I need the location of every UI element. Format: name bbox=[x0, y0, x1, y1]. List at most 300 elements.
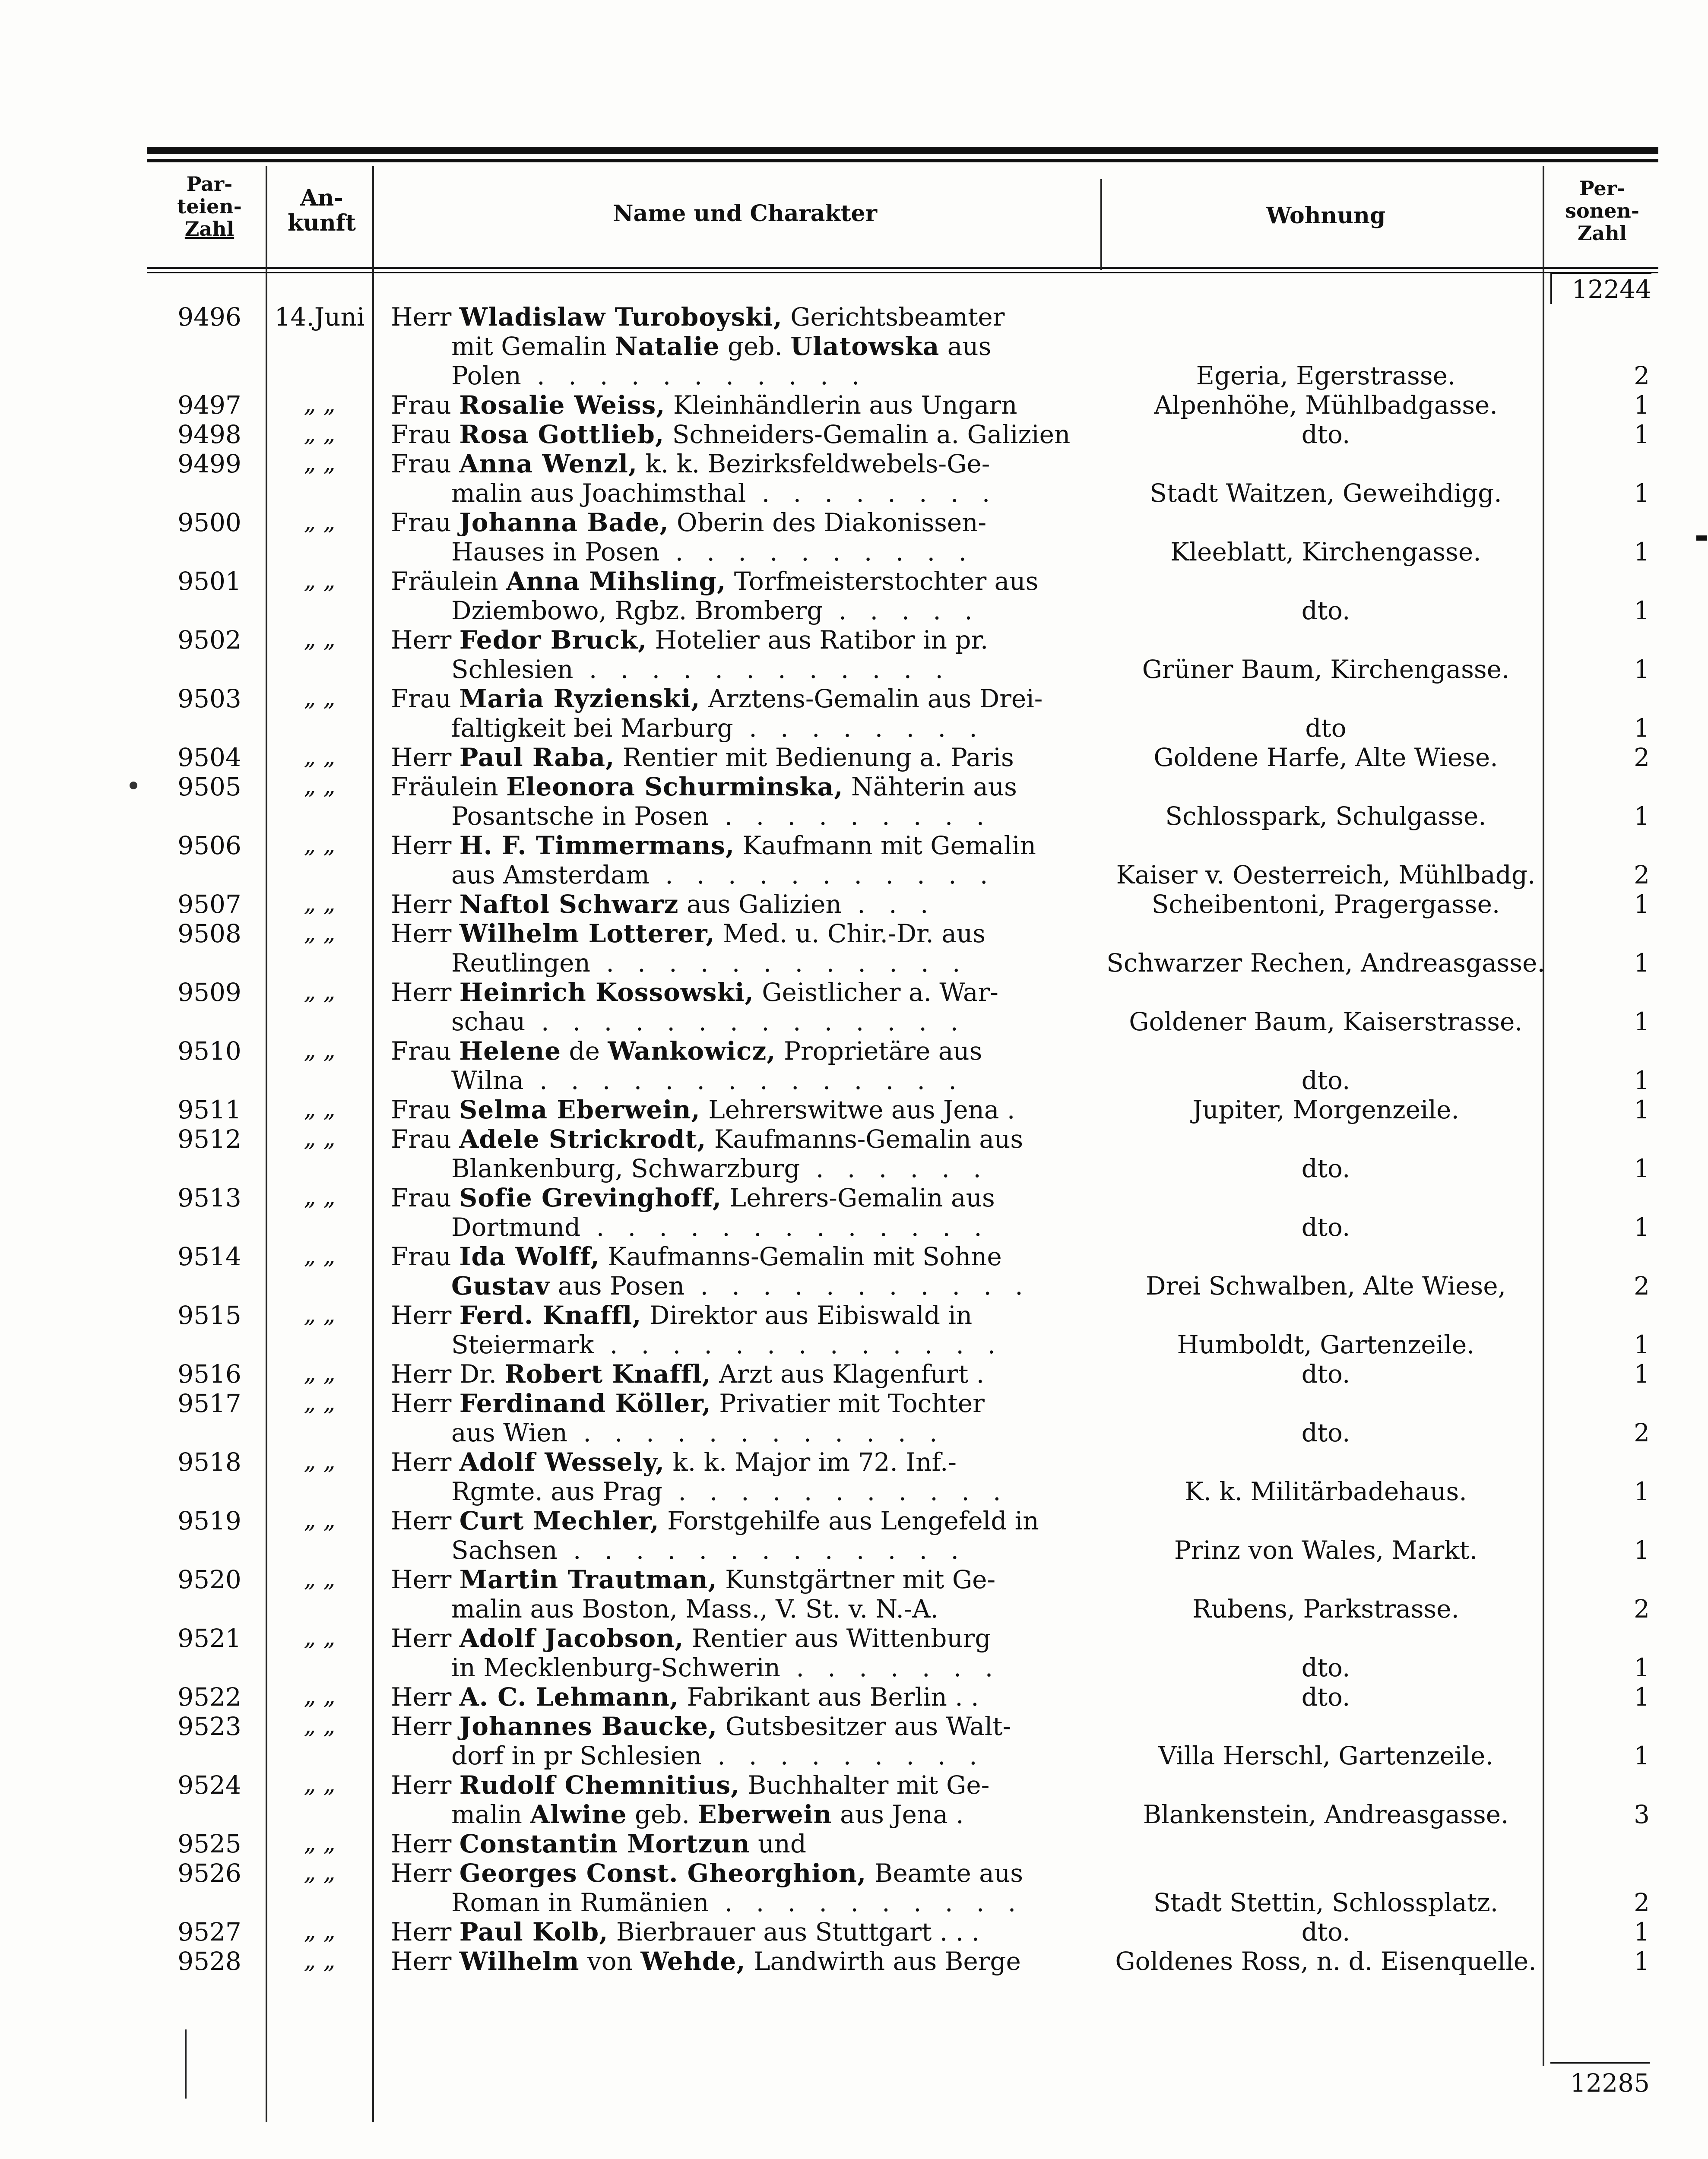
party-number: 9524 bbox=[177, 1770, 241, 1800]
entry-text: Gerichtsbeamter bbox=[782, 302, 1005, 332]
name-and-character bbox=[391, 1124, 1099, 1183]
entry-text: Torfmeisterstochter aus bbox=[726, 567, 1039, 596]
entry-text-line bbox=[391, 684, 1099, 713]
residence: dto. bbox=[1301, 1359, 1350, 1389]
person-count: 1 bbox=[1634, 890, 1650, 919]
name-and-character bbox=[391, 302, 1099, 390]
person-count: 2 bbox=[1634, 361, 1650, 390]
entry-name-bold: Anna Mihsling, bbox=[506, 567, 726, 596]
leader-dots: . . . . . . . bbox=[780, 1653, 1001, 1682]
entry-text: Kaufmanns-Gemalin mit Sohne bbox=[599, 1242, 1002, 1271]
party-number: 9520 bbox=[177, 1565, 241, 1594]
person-count: 1 bbox=[1634, 1066, 1650, 1095]
name-and-character bbox=[391, 1359, 1099, 1389]
person-count: 2 bbox=[1634, 1594, 1650, 1624]
name-and-character bbox=[391, 684, 1099, 743]
leader-dots: . . . . . . . . . . . . . . bbox=[523, 1066, 964, 1095]
party-number: 9519 bbox=[177, 1506, 241, 1535]
name-and-character bbox=[391, 449, 1099, 508]
entry-text: Landwirth aus Berge bbox=[745, 1947, 1021, 1976]
arrival-date: „ „ bbox=[304, 508, 336, 535]
entry-name-bold: Wilhelm bbox=[459, 1947, 580, 1976]
entry-name-bold: Anna Wenzl, bbox=[459, 449, 638, 478]
entry-name-bold: Fedor Bruck, bbox=[459, 625, 647, 655]
entry-text: Med. u. Chir.-Dr. aus bbox=[715, 919, 986, 948]
entry-text-line bbox=[391, 1917, 1099, 1947]
entry-text: Geistlicher a. War- bbox=[754, 978, 998, 1007]
leader-dots: . . . . . . . . bbox=[733, 713, 985, 743]
header-personen-zahl bbox=[1550, 177, 1654, 244]
entry-name-bold: A. C. Lehmann, bbox=[459, 1682, 679, 1712]
entry-name-bold: Robert Knaffl, bbox=[504, 1359, 711, 1389]
name-and-character bbox=[391, 890, 1099, 919]
entry-text-line bbox=[391, 1095, 1099, 1124]
entry-text-line bbox=[391, 1829, 1099, 1858]
person-count: 1 bbox=[1634, 1095, 1650, 1124]
entry-text: Fabrikant aus Berlin . . bbox=[679, 1682, 979, 1712]
leader-dots: . . . . . . . . . . . bbox=[684, 1271, 1031, 1301]
entry-name-bold: Wilhelm Lotterer, bbox=[459, 919, 715, 948]
party-number: 9504 bbox=[177, 743, 241, 772]
entry-text-line bbox=[391, 1271, 1099, 1301]
entry-text: geb. bbox=[627, 1800, 698, 1829]
header-parteien-line3: Zahl bbox=[184, 217, 234, 241]
party-number: 9522 bbox=[177, 1682, 241, 1712]
party-number: 9521 bbox=[177, 1624, 241, 1653]
entry-text: Lehrerswitwe aus Jena . bbox=[700, 1095, 1015, 1124]
entry-text-line bbox=[391, 713, 1099, 743]
person-count: 3 bbox=[1634, 1800, 1650, 1829]
column-divider-1 bbox=[266, 166, 267, 2122]
entry-text-line bbox=[391, 567, 1099, 596]
party-number: 9501 bbox=[177, 567, 241, 596]
entry-text-line bbox=[391, 1653, 1099, 1682]
entry-text: Herr bbox=[391, 978, 459, 1007]
person-count: 1 bbox=[1634, 1682, 1650, 1712]
entry-text: Dziembowo, Rgbz. Bromberg bbox=[451, 596, 823, 625]
entry-text-line bbox=[391, 1594, 1099, 1624]
residence: Grüner Baum, Kirchengasse. bbox=[1142, 655, 1510, 684]
party-number: 9528 bbox=[177, 1947, 241, 1976]
entry-text: Herr bbox=[391, 1947, 459, 1976]
entry-text: Kleinhändlerin aus Ungarn bbox=[665, 390, 1017, 420]
arrival-date: „ „ bbox=[304, 390, 336, 418]
header-ankunft-line2: kunft bbox=[287, 210, 356, 236]
left-margin-line bbox=[185, 2029, 187, 2099]
arrival-date: „ „ bbox=[304, 1124, 336, 1152]
party-number: 9510 bbox=[177, 1036, 241, 1066]
entry-text: Bierbrauer aus Stuttgart . . . bbox=[608, 1917, 979, 1947]
header-personen-line3: Zahl bbox=[1577, 222, 1627, 245]
residence: Goldene Harfe, Alte Wiese. bbox=[1153, 743, 1498, 772]
residence: Scheibentoni, Pragergasse. bbox=[1151, 890, 1500, 919]
party-number: 9498 bbox=[177, 420, 241, 449]
entry-text-line bbox=[391, 801, 1099, 831]
entry-name-bold: Johanna Bade, bbox=[459, 508, 669, 537]
entry-text: malin aus Boston, Mass., V. St. v. N.-A. bbox=[451, 1594, 938, 1624]
party-number: 9502 bbox=[177, 625, 241, 655]
person-count: 1 bbox=[1634, 478, 1650, 508]
arrival-date: „ „ bbox=[304, 1858, 336, 1886]
entry-text: Frau bbox=[391, 684, 459, 713]
entry-text: aus Wien bbox=[451, 1418, 567, 1447]
entry-name-bold: Selma Eberwein, bbox=[459, 1095, 700, 1124]
name-and-character bbox=[391, 1624, 1099, 1682]
entry-text: Oberin des Diakonissen- bbox=[669, 508, 987, 537]
party-number: 9511 bbox=[177, 1095, 241, 1124]
entry-text-line bbox=[391, 1154, 1099, 1183]
entry-text-line bbox=[391, 948, 1099, 978]
person-count: 1 bbox=[1634, 1653, 1650, 1682]
entry-text: Herr bbox=[391, 743, 459, 772]
entry-text: Herr bbox=[391, 302, 459, 332]
entry-text-line bbox=[391, 1682, 1099, 1712]
entry-text: Nähterin aus bbox=[843, 772, 1017, 801]
entry-text: Herr Dr. bbox=[391, 1359, 505, 1389]
entry-text-line bbox=[391, 1447, 1099, 1477]
entry-text: malin aus Joachimsthal bbox=[451, 478, 746, 508]
name-and-character bbox=[391, 625, 1099, 684]
arrival-date: „ „ bbox=[304, 1095, 336, 1122]
entry-text: faltigkeit bei Marburg bbox=[451, 713, 733, 743]
entry-text-line bbox=[391, 1124, 1099, 1154]
entry-name-bold: Helene bbox=[459, 1036, 561, 1066]
leader-dots: . . . . . . . . . bbox=[709, 801, 992, 831]
entry-text: Steiermark bbox=[451, 1330, 594, 1359]
entry-text-line bbox=[391, 478, 1099, 508]
party-number: 9513 bbox=[177, 1183, 241, 1212]
leader-dots: . . . . . bbox=[823, 596, 980, 625]
entry-name-bold: Rosa Gottlieb, bbox=[459, 420, 665, 449]
party-number: 9512 bbox=[177, 1124, 241, 1154]
entry-name-bold: Johannes Baucke, bbox=[459, 1712, 718, 1741]
entry-text-line bbox=[391, 537, 1099, 567]
person-count: 2 bbox=[1634, 1888, 1650, 1917]
arrival-date: „ „ bbox=[304, 1242, 336, 1269]
entry-text-line bbox=[391, 1330, 1099, 1359]
entry-text: Herr bbox=[391, 625, 459, 655]
entry-text: Herr bbox=[391, 1506, 459, 1535]
residence: K. k. Militärbadehaus. bbox=[1185, 1477, 1467, 1506]
leader-dots: . . . . . . . . . . . bbox=[521, 361, 868, 390]
name-and-character bbox=[391, 1565, 1099, 1624]
entry-text: malin bbox=[451, 1800, 530, 1829]
entry-text: Frau bbox=[391, 449, 459, 478]
column-divider-3 bbox=[1100, 179, 1102, 270]
entry-text-line bbox=[391, 831, 1099, 860]
arrival-date: „ „ bbox=[304, 1183, 336, 1210]
residence: Schlosspark, Schulgasse. bbox=[1165, 801, 1486, 831]
entry-name-bold: Martin Trautman, bbox=[459, 1565, 717, 1594]
leader-dots: . . . . . . . . . . bbox=[659, 537, 974, 567]
entry-text-line bbox=[391, 449, 1099, 478]
entry-text: aus Jena . bbox=[832, 1800, 964, 1829]
entry-name-bold: Rudolf Chemnitius, bbox=[459, 1770, 740, 1800]
entry-text: aus Amsterdam bbox=[451, 860, 650, 890]
total-rule bbox=[1550, 2062, 1650, 2064]
residence: dto bbox=[1305, 713, 1347, 743]
person-count: 1 bbox=[1634, 420, 1650, 449]
name-and-character bbox=[391, 1242, 1099, 1301]
entry-text: Hotelier aus Ratibor in pr. bbox=[647, 625, 989, 655]
entry-text-line bbox=[391, 772, 1099, 801]
name-and-character bbox=[391, 567, 1099, 625]
entry-text: Frau bbox=[391, 420, 459, 449]
entry-text: Sachsen bbox=[451, 1535, 558, 1565]
entry-name-bold: Wehde, bbox=[640, 1947, 746, 1976]
arrival-date: „ „ bbox=[304, 1917, 336, 1944]
person-count: 1 bbox=[1634, 1154, 1650, 1183]
leader-dots: . . . . . . . . . . . . bbox=[567, 1418, 945, 1447]
residence: Rubens, Parkstrasse. bbox=[1192, 1594, 1459, 1624]
arrival-date: „ „ bbox=[304, 567, 336, 594]
person-count: 1 bbox=[1634, 1741, 1650, 1770]
name-and-character bbox=[391, 1506, 1099, 1565]
arrival-date: „ „ bbox=[304, 831, 336, 858]
person-count: 1 bbox=[1634, 1359, 1650, 1389]
leader-dots: . . . . . . . . . . . . bbox=[590, 948, 968, 978]
entry-text: Frau bbox=[391, 1242, 459, 1271]
name-and-character bbox=[391, 1770, 1099, 1829]
person-count: 1 bbox=[1634, 801, 1650, 831]
arrival-date: „ „ bbox=[304, 743, 336, 770]
person-count: 1 bbox=[1634, 948, 1650, 978]
residence: Egeria, Egerstrasse. bbox=[1196, 361, 1456, 390]
entry-text: Roman in Rumänien bbox=[451, 1888, 709, 1917]
entry-name-bold: Constantin Mortzun bbox=[459, 1829, 750, 1858]
entry-text-line bbox=[391, 1858, 1099, 1888]
entry-text: dorf in pr Schlesien bbox=[451, 1741, 702, 1770]
person-count: 2 bbox=[1634, 743, 1650, 772]
arrival-date: „ „ bbox=[304, 684, 336, 711]
party-number: 9499 bbox=[177, 449, 241, 478]
party-number: 9506 bbox=[177, 831, 241, 860]
entry-name-bold: Adele Strickrodt, bbox=[459, 1124, 707, 1154]
entry-text-line bbox=[391, 1389, 1099, 1418]
entry-text: Schlesien bbox=[451, 655, 574, 684]
arrival-date: „ „ bbox=[304, 1829, 336, 1856]
residence: dto. bbox=[1301, 1917, 1350, 1947]
name-and-character bbox=[391, 978, 1099, 1036]
residence: Alpenhöhe, Mühlbadgasse. bbox=[1154, 390, 1498, 420]
leader-dots: . . . . . . bbox=[800, 1154, 989, 1183]
entry-text-line bbox=[391, 1418, 1099, 1447]
entry-name-bold: Paul Raba, bbox=[459, 743, 615, 772]
entry-text: Arzt aus Klagenfurt . bbox=[711, 1359, 985, 1389]
entry-text: schau bbox=[451, 1007, 526, 1036]
column-divider-2 bbox=[372, 166, 374, 2122]
entry-text: geb. bbox=[719, 332, 791, 361]
entry-text: Rentier aus Wittenburg bbox=[684, 1624, 991, 1653]
leader-dots: . . . . . . . . . bbox=[701, 1741, 985, 1770]
entry-text: Kunstgärtner mit Ge- bbox=[717, 1565, 996, 1594]
entry-name-bold: Ferd. Knaffl, bbox=[459, 1301, 642, 1330]
name-and-character bbox=[391, 1301, 1099, 1359]
entry-text-line bbox=[391, 1770, 1099, 1800]
entry-text: Hauses in Posen bbox=[451, 537, 660, 567]
leader-dots: . . . . . . . . . . . bbox=[662, 1477, 1009, 1506]
entry-text: Rgmte. aus Prag bbox=[451, 1477, 662, 1506]
top-rule-thin bbox=[147, 159, 1658, 162]
entry-text: Privatier mit Tochter bbox=[711, 1389, 985, 1418]
entry-text-line bbox=[391, 1565, 1099, 1594]
party-number: 9517 bbox=[177, 1389, 241, 1418]
entry-text: Frau bbox=[391, 1183, 459, 1212]
party-number: 9523 bbox=[177, 1712, 241, 1741]
party-number: 9503 bbox=[177, 684, 241, 713]
name-and-character bbox=[391, 1947, 1099, 1976]
residence: dto. bbox=[1301, 1066, 1350, 1095]
arrival-date: „ „ bbox=[304, 1682, 336, 1709]
entry-text-line bbox=[391, 625, 1099, 655]
leader-dots: . . . . . . . . . . bbox=[709, 1888, 1024, 1917]
party-number: 9507 bbox=[177, 890, 241, 919]
entry-name-bold: Eleonora Schurminska, bbox=[506, 772, 843, 801]
entry-name-bold: Curt Mechler, bbox=[459, 1506, 659, 1535]
entry-name-bold: Rosalie Weiss, bbox=[459, 390, 665, 420]
name-and-character bbox=[391, 1095, 1099, 1124]
person-count: 1 bbox=[1634, 1212, 1650, 1242]
entry-text-line bbox=[391, 1741, 1099, 1770]
entry-name-bold: Sofie Grevinghoff, bbox=[459, 1183, 722, 1212]
entry-text-line bbox=[391, 1947, 1099, 1976]
name-and-character bbox=[391, 1389, 1099, 1447]
entry-name-bold: Natalie bbox=[615, 332, 720, 361]
entry-text-line bbox=[391, 978, 1099, 1007]
residence: dto. bbox=[1301, 1154, 1350, 1183]
entry-text: Herr bbox=[391, 890, 459, 919]
entry-name-bold: Ulatowska bbox=[790, 332, 940, 361]
entry-text: Dortmund bbox=[451, 1212, 581, 1242]
entry-text-line bbox=[391, 420, 1099, 449]
person-count: 1 bbox=[1634, 1535, 1650, 1565]
party-number: 9514 bbox=[177, 1242, 241, 1271]
entry-text-line bbox=[391, 1888, 1099, 1917]
name-and-character bbox=[391, 420, 1099, 449]
residence: Jupiter, Morgenzeile. bbox=[1192, 1095, 1459, 1124]
entry-text-line bbox=[391, 655, 1099, 684]
leader-dots: . . . bbox=[841, 890, 936, 919]
name-and-character bbox=[391, 831, 1099, 890]
entry-text-line bbox=[391, 596, 1099, 625]
name-and-character bbox=[391, 390, 1099, 420]
entry-text: Herr bbox=[391, 1770, 459, 1800]
name-and-character bbox=[391, 1682, 1099, 1712]
header-parteien-line2: teien- bbox=[177, 195, 242, 218]
entry-text: Herr bbox=[391, 1301, 459, 1330]
entry-text: Herr bbox=[391, 919, 459, 948]
entry-text: aus bbox=[939, 332, 992, 361]
name-and-character bbox=[391, 743, 1099, 772]
person-count: 1 bbox=[1634, 713, 1650, 743]
leader-dots: . . . . . . . . . . . . . bbox=[594, 1330, 1003, 1359]
entry-text: Herr bbox=[391, 1712, 459, 1741]
residence: Humboldt, Gartenzeile. bbox=[1177, 1330, 1475, 1359]
residence: Villa Herschl, Gartenzeile. bbox=[1158, 1741, 1493, 1770]
entry-text: Direktor aus Eibiswald in bbox=[641, 1301, 973, 1330]
carry-over-count: 12244 bbox=[1550, 272, 1651, 304]
entry-text-line bbox=[391, 361, 1099, 390]
entry-text: aus Galizien bbox=[678, 890, 842, 919]
entry-text: Herr bbox=[391, 1858, 459, 1888]
arrival-date: „ „ bbox=[304, 772, 336, 799]
entry-text: Gutsbesitzer aus Walt- bbox=[717, 1712, 1011, 1741]
person-count: 1 bbox=[1634, 1007, 1650, 1036]
entry-text: Blankenburg, Schwarzburg bbox=[451, 1154, 800, 1183]
ink-spot bbox=[130, 782, 137, 789]
arrival-date: „ „ bbox=[304, 919, 336, 946]
entry-text: Kaufmann mit Gemalin bbox=[735, 831, 1036, 860]
header-personen-line1: Per- bbox=[1579, 177, 1625, 200]
party-number: 9525 bbox=[177, 1829, 241, 1858]
residence: Drei Schwalben, Alte Wiese, bbox=[1145, 1271, 1506, 1301]
party-number: 9515 bbox=[177, 1301, 241, 1330]
entry-text-line bbox=[391, 508, 1099, 537]
name-and-character bbox=[391, 1917, 1099, 1947]
entry-name-bold: Eberwein bbox=[697, 1800, 832, 1829]
header-wohnung: Wohnung bbox=[1266, 203, 1386, 229]
entry-text-line bbox=[391, 332, 1099, 361]
party-number: 9516 bbox=[177, 1359, 241, 1389]
residence: dto. bbox=[1301, 1682, 1350, 1712]
person-count: 1 bbox=[1634, 537, 1650, 567]
leader-dots: . . . . . . . . . . . . . . bbox=[525, 1007, 966, 1036]
residence: Stadt Stettin, Schlossplatz. bbox=[1153, 1888, 1499, 1917]
entry-text: aus Posen bbox=[550, 1271, 685, 1301]
entry-text: Frau bbox=[391, 1036, 459, 1066]
header-ankunft bbox=[276, 186, 367, 236]
arrival-date: „ „ bbox=[304, 1359, 336, 1387]
arrival-date: „ „ bbox=[304, 420, 336, 447]
person-count: 1 bbox=[1634, 390, 1650, 420]
entry-text: mit Gemalin bbox=[451, 332, 615, 361]
party-number: 9526 bbox=[177, 1858, 241, 1888]
entry-name-bold: Wladislaw Turoboyski, bbox=[459, 302, 783, 332]
arrival-date: „ „ bbox=[304, 1624, 336, 1651]
arrival-date: „ „ bbox=[304, 1447, 336, 1475]
entry-text: Arztens-Gemalin aus Drei- bbox=[700, 684, 1043, 713]
entry-text: Frau bbox=[391, 390, 459, 420]
residence: dto. bbox=[1301, 1653, 1350, 1682]
entry-text: k. k. Bezirksfeldwebels-Ge- bbox=[637, 449, 990, 478]
name-and-character bbox=[391, 1036, 1099, 1095]
entry-text-line bbox=[391, 1477, 1099, 1506]
header-name-und-charakter: Name und Charakter bbox=[612, 200, 877, 227]
entry-name-bold: H. F. Timmermans, bbox=[459, 831, 735, 860]
entry-name-bold: Gustav bbox=[451, 1271, 550, 1301]
residence: dto. bbox=[1301, 420, 1350, 449]
entry-name-bold: Alwine bbox=[530, 1800, 627, 1829]
entry-text-line bbox=[391, 1359, 1099, 1389]
entry-text-line bbox=[391, 919, 1099, 948]
arrival-date: „ „ bbox=[304, 1947, 336, 1974]
arrival-date: „ „ bbox=[304, 1036, 336, 1064]
entry-text: Posantsche in Posen bbox=[451, 801, 709, 831]
entry-text: Fräulein bbox=[391, 772, 507, 801]
residence: dto. bbox=[1301, 596, 1350, 625]
final-total-count: 12285 bbox=[1570, 2068, 1650, 2098]
header-personen-line2: sonen- bbox=[1565, 199, 1639, 222]
residence: Blankenstein, Andreasgasse. bbox=[1143, 1800, 1509, 1829]
entry-name-bold: Heinrich Kossowski, bbox=[459, 978, 754, 1007]
party-number: 9500 bbox=[177, 508, 241, 537]
entry-text-line bbox=[391, 860, 1099, 890]
top-rule-thick bbox=[147, 147, 1658, 154]
residence: Kleeblatt, Kirchengasse. bbox=[1170, 537, 1481, 567]
entry-name-bold: Naftol Schwarz bbox=[459, 890, 679, 919]
leader-dots: . . . . . . . . . . . . . bbox=[557, 1535, 966, 1565]
leader-dots: . . . . . . . . bbox=[746, 478, 998, 508]
